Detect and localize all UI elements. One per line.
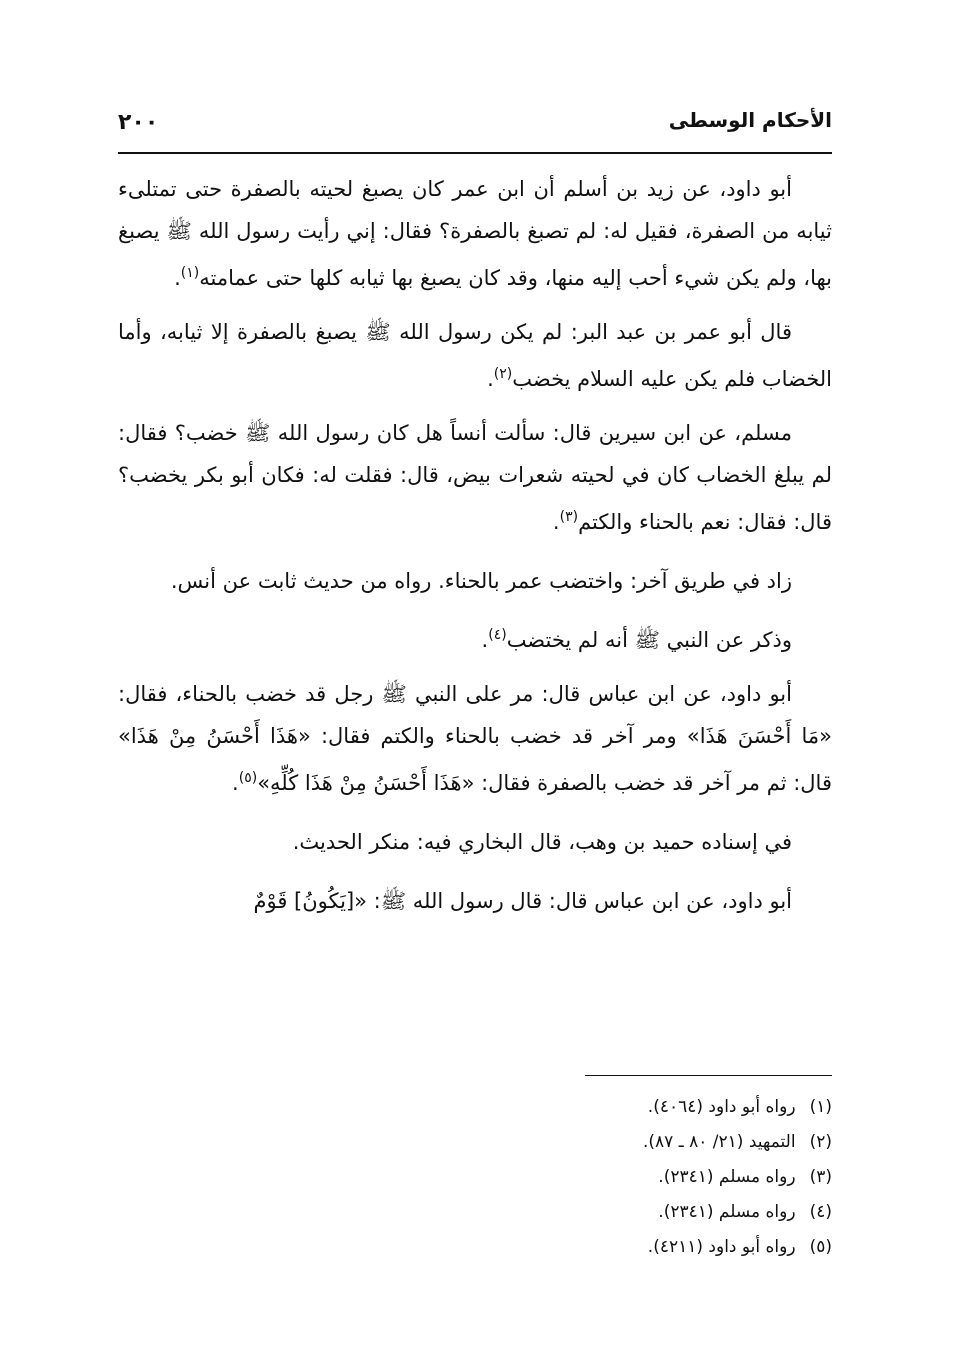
paragraph-text: أبو داود، عن ابن عباس قال: قال رسول الله ﷺ: «[يَكُونُ] قَوْمٌ bbox=[253, 889, 792, 913]
footnote-number: (٢) bbox=[809, 1132, 832, 1152]
paragraph-end: . bbox=[232, 771, 239, 795]
paragraph-7 bbox=[118, 816, 832, 863]
footnote-text: رواه أبو داود (٤٠٦٤). bbox=[647, 1097, 796, 1117]
footnote-text: رواه مسلم (٢٣٤١). bbox=[658, 1202, 796, 1222]
footnote-item bbox=[118, 1125, 832, 1160]
paragraph-text: أبو داود، عن زيد بن أسلم أن ابن عمر كان يصبغ لحيته بالصفرة حتى تمتلىء ثيابه من الصفرة، فقيل له: لم تصبغ بالصفرة؟ فقال: إني رأيت رسول الله ﷺ يصبغ بها، ولم يكن شيء أحب إليه منها، وقد كان يصبغ بها ثيابه كلها حتى عمامته bbox=[118, 177, 832, 290]
main-text bbox=[118, 168, 832, 934]
running-title: الأحكام الوسطى bbox=[668, 108, 832, 132]
footnote-separator bbox=[585, 1075, 832, 1076]
footnote-number: (٤) bbox=[809, 1202, 832, 1222]
footnote-ref: (١) bbox=[180, 265, 200, 281]
paragraph-1 bbox=[118, 168, 832, 299]
paragraph-text: مسلم، عن ابن سيرين قال: سألت أنساً هل كان رسول الله ﷺ خضب؟ فقال: لم يبلغ الخضاب كان في لحيته شعرات بيض، قال: فقلت له: فكان أبو بكر يخضب؟ قال: فقال: نعم بالحناء والكتم bbox=[118, 421, 832, 534]
footnote-text: رواه أبو داود (٤٢١١). bbox=[647, 1237, 796, 1257]
footnote-item bbox=[118, 1195, 832, 1230]
footnote-number: (٥) bbox=[809, 1237, 832, 1257]
paragraph-text: أبو داود، عن ابن عباس قال: مر على النبي ﷺ رجل قد خضب بالحناء، فقال: «مَا أَحْسَنَ هَذَا» ومر آخر قد خضب بالحناء والكتم فقال: «هَذَا أَحْسَنُ مِنْ هَذَا» قال: ثم مر آخر قد خضب بالصفرة فقال: «هَذَا أَحْسَنُ مِنْ هَذَا كُلِّهِ» bbox=[118, 682, 832, 795]
paragraph-end: . bbox=[552, 510, 560, 534]
paragraph-6 bbox=[118, 673, 832, 804]
footnote-ref: (٥) bbox=[238, 770, 258, 786]
running-header bbox=[118, 108, 832, 148]
paragraph-2 bbox=[118, 311, 832, 400]
footnote-number: (٣) bbox=[809, 1167, 832, 1187]
paragraph-text: قال أبو عمر بن عبد البر: لم يكن رسول الله ﷺ يصبغ بالصفرة إلا ثيابه، وأما الخضاب فلم يكن عليه السلام يخضب bbox=[118, 320, 832, 391]
footnote-text: رواه مسلم (٢٣٤١). bbox=[658, 1167, 796, 1187]
page-number: ٢٠٠ bbox=[118, 110, 159, 135]
paragraph-end: . bbox=[481, 628, 489, 652]
paragraph-8 bbox=[118, 875, 832, 922]
footnote-ref: (٢) bbox=[493, 366, 513, 382]
footnote-item bbox=[118, 1090, 832, 1125]
paragraph-4 bbox=[118, 555, 832, 602]
header-rule bbox=[118, 152, 832, 154]
footnote-text: التمهيد (٢١/ ٨٠ ـ ٨٧). bbox=[643, 1132, 796, 1152]
paragraph-text: زاد في طريق آخر: واختضب عمر بالحناء. رواه من حديث ثابت عن أنس. bbox=[170, 569, 792, 593]
footnote-item bbox=[118, 1160, 832, 1195]
paragraph-text: في إسناده حميد بن وهب، قال البخاري فيه: منكر الحديث. bbox=[292, 830, 792, 854]
paragraph-end: . bbox=[487, 367, 494, 391]
footnote-ref: (٣) bbox=[559, 509, 579, 525]
footnote-item bbox=[118, 1230, 832, 1265]
paragraph-5 bbox=[118, 614, 832, 661]
footnotes-list bbox=[118, 1090, 832, 1265]
paragraph-end: . bbox=[174, 266, 181, 290]
paragraph-3 bbox=[118, 412, 832, 543]
footnote-ref: (٤) bbox=[488, 627, 507, 643]
footnote-number: (١) bbox=[809, 1097, 832, 1117]
paragraph-text: وذكر عن النبي ﷺ أنه لم يختضب bbox=[506, 628, 792, 652]
